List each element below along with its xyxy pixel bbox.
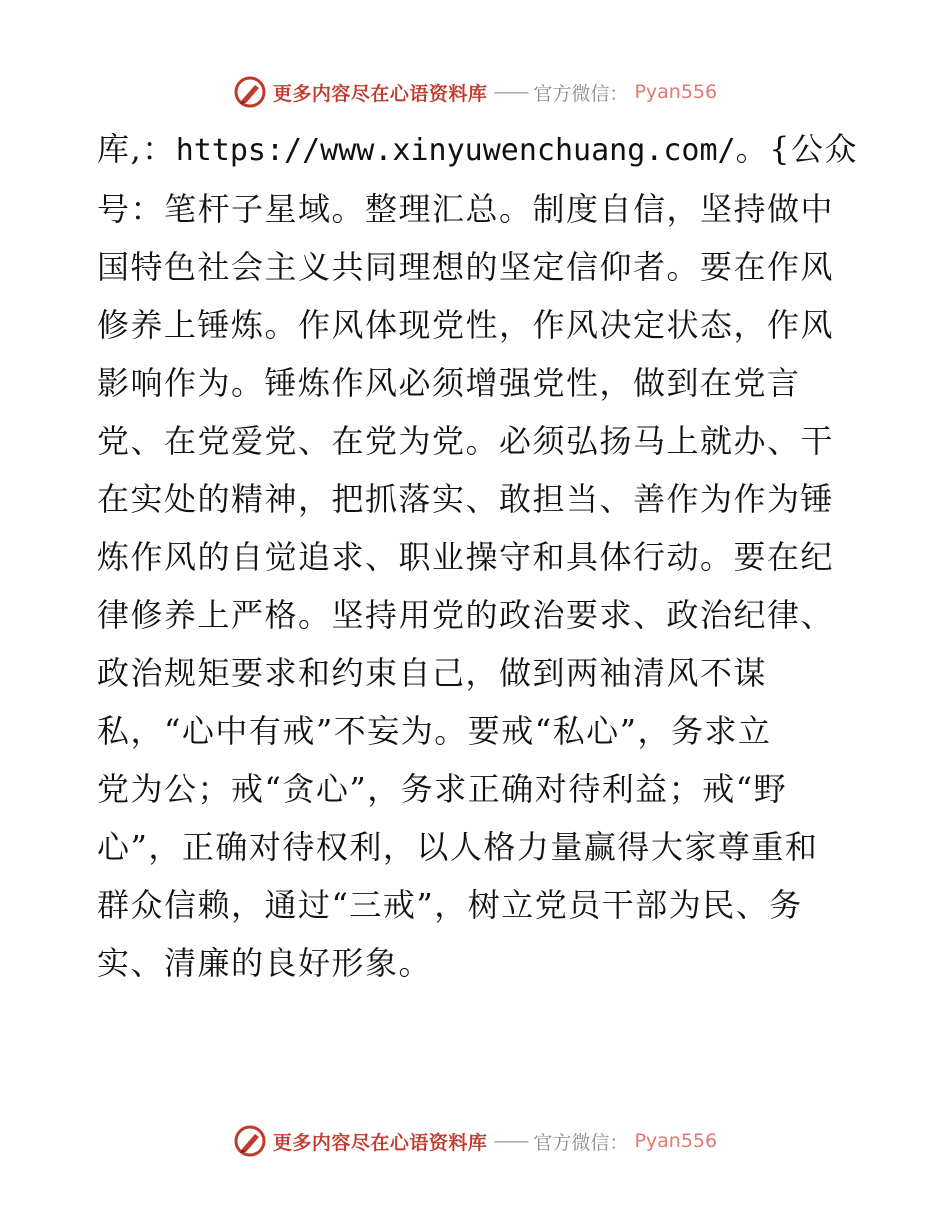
body-line (97, 120, 857, 180)
banner-wechat-id: Pyan556 (634, 81, 718, 103)
footer-banner (0, 1121, 950, 1161)
banner-dash: —— (493, 81, 528, 103)
pen-logo-icon (233, 1124, 267, 1158)
line-suffix: 。{公众 (735, 130, 858, 168)
body-line: 私，“心中有戒”不妄为。要戒“私心”，务求立 (97, 712, 772, 750)
body-line: 实、清廉的良好形象。 (97, 944, 433, 982)
pen-logo-icon (233, 75, 267, 109)
body-line: 影响作为。锤炼作风必须增强党性，做到在党言 (97, 364, 801, 402)
body-line: 国特色社会主义共同理想的坚定信仰者。要在作风 (97, 248, 835, 286)
body-line: 心”，正确对待权利，以人格力量赢得大家尊重和 (97, 828, 819, 866)
banner-wechat-label: 官方微信： (533, 1131, 629, 1154)
banner-brand-text: 更多内容尽在心语资料库 (272, 82, 488, 105)
body-line: 在实处的精神，把抓落实、敢担当、善作为作为锤 (97, 480, 835, 518)
body-line: 党、在党爱党、在党为党。必须弘扬马上就办、干 (97, 422, 835, 460)
body-line: 群众信赖，通过“三戒”，树立党员干部为民、务 (97, 886, 803, 924)
banner-brand-text: 更多内容尽在心语资料库 (272, 1131, 488, 1154)
banner-wechat-id: Pyan556 (634, 1130, 718, 1152)
banner-dash: —— (493, 1130, 528, 1152)
body-line: 政治规矩要求和约束自己，做到两袖清风不谋 (97, 654, 768, 692)
document-body (97, 120, 857, 992)
body-line: 律修养上严格。坚持用党的政治要求、政治纪律、 (97, 596, 835, 634)
website-url: https://www.xinyuwenchuang.com/ (175, 133, 736, 168)
line-prefix: 库,： (97, 130, 176, 168)
body-line: 炼作风的自觉追求、职业操守和具体行动。要在纪 (97, 538, 835, 576)
body-line: 号：笔杆子星域。整理汇总。制度自信，坚持做中 (97, 190, 835, 228)
body-line: 修养上锤炼。作风体现党性，作风决定状态，作风 (97, 306, 835, 344)
body-line: 党为公；戒“贪心”，务求正确对待利益；戒“野 (97, 770, 788, 808)
banner-wechat-label: 官方微信： (533, 82, 629, 105)
header-banner (0, 72, 950, 112)
